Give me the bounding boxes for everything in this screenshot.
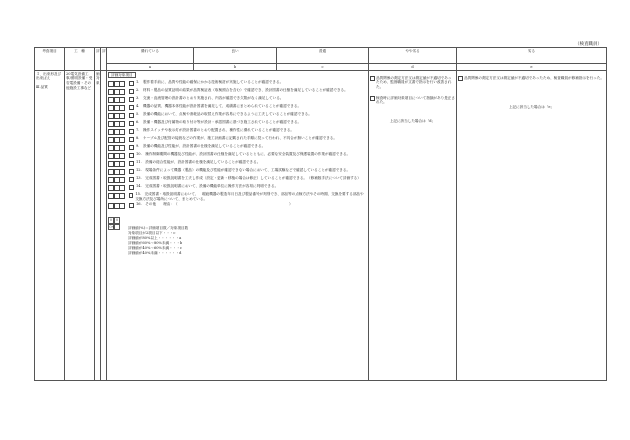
criteria-item <box>108 128 367 135</box>
header-grade-e: e <box>457 64 607 71</box>
criteria-checkbox[interactable] <box>119 97 125 103</box>
criteria-checkbox-group[interactable] <box>108 112 128 119</box>
criteria-text: 9. 設備の機能及び性能が、設計図書の仕様を満足していることが確認できる。 <box>136 144 266 149</box>
criteria-check[interactable] <box>129 185 134 190</box>
category-sub: Ⅲ.品質 <box>36 84 48 89</box>
criteria-checkbox-group[interactable] <box>108 136 128 143</box>
criteria-check[interactable] <box>129 81 134 86</box>
criteria-checkbox-group[interactable] <box>108 160 128 167</box>
criteria-text: 12. 現場条件によって機器（製品）の機能及び性能が確認できない場合において、工場試験などで確認していることが確認できる。 <box>136 168 351 173</box>
criteria-checkbox-group[interactable] <box>108 128 128 135</box>
grade-d-item: 品質関係の測定方法又は測定値が不適切であったため、監督職員が文書で指示を行い改善された。 <box>370 76 455 90</box>
summary-line: 評価値が80%以上・・・・・・a <box>128 235 182 240</box>
criteria-item <box>108 144 367 151</box>
criteria-checkbox[interactable] <box>119 89 125 95</box>
summary-count-0: ０ <box>109 218 113 223</box>
criteria-check[interactable] <box>129 113 134 118</box>
criteria-text: 16. その他 理由：（ ） <box>136 202 293 207</box>
criteria-text: 8. ケーブル及び配管の接続などの作業が、施工計画書に記載された手順に従って行われ、不具合が無いことが確認できる。 <box>136 136 337 141</box>
criteria-check[interactable] <box>129 203 134 208</box>
criteria-checkbox[interactable] <box>119 105 125 111</box>
criteria-item <box>108 88 367 95</box>
summary-count-1: ０ <box>115 218 119 223</box>
criteria-item <box>108 80 367 87</box>
criteria-check[interactable] <box>129 97 134 102</box>
criteria-checkbox-group[interactable] <box>108 176 128 183</box>
criteria-checkbox[interactable] <box>119 121 125 127</box>
header-grade-e-title: 劣る <box>457 48 607 64</box>
criteria-text: 11. 設備の総合性能が、設計図書の仕様を満足していることが確認できる。 <box>136 160 261 165</box>
header-grade-d: d <box>369 64 457 71</box>
criteria-check[interactable] <box>129 193 133 198</box>
criteria-item <box>108 152 367 159</box>
header-grade-d-title: やや劣る <box>369 48 457 64</box>
criteria-check[interactable] <box>129 105 134 110</box>
grade-e-item: 品質関係の測定方法又は測定値が不適切であったため、検査職員が修補指示を行った。 <box>458 76 605 81</box>
top-note: （検査職員） <box>575 42 602 47</box>
criteria-check[interactable] <box>129 121 134 126</box>
criteria-checkbox[interactable] <box>119 81 125 87</box>
eval-mark-1: 対 <box>96 76 100 81</box>
criteria-item <box>108 192 367 201</box>
criteria-text: 7. 操作スイッチや表示灯が設計図書のとおり配置され、操作性に優れていることが確認できる。 <box>136 128 295 133</box>
criteria-text: 15. 完成図書・取扱説明書において、 瑕疵機器の製造年月日及び製品番号が判別でき、部品等の点検方法やその時期、交換を要する部品や交換方法及び場所について、まとめている。 <box>135 192 364 201</box>
criteria-text: 4. 機器の品質、機器本体性能が設計図書を満足して、成績書にまとめられていることが確認できる。 <box>136 104 302 109</box>
header-grade-a: a <box>107 64 194 71</box>
summary-line: 評価値(%)＝評価項目数／対象項目数 <box>128 225 189 230</box>
criteria-check[interactable] <box>129 137 134 142</box>
criteria-checkbox-group[interactable] <box>108 80 128 87</box>
category-cell <box>35 71 65 381</box>
criteria-checkbox-group[interactable] <box>108 202 128 209</box>
criteria-check[interactable] <box>129 89 134 94</box>
header-eval2: 評 <box>101 48 107 71</box>
criteria-checkbox-group[interactable] <box>108 184 128 191</box>
criteria-checkbox[interactable] <box>119 145 125 151</box>
header-grade-c: c <box>277 64 369 71</box>
summary-lines <box>128 225 188 256</box>
eval-items-label: 評価対象項目 <box>108 72 136 79</box>
criteria-checkbox-group[interactable] <box>108 152 128 159</box>
criteria-item <box>108 104 367 111</box>
criteria-checkbox[interactable] <box>119 185 125 191</box>
header-grade-b-title: 良い <box>194 48 277 64</box>
criteria-checkbox-group[interactable] <box>108 168 128 175</box>
criteria-checkbox-group[interactable] <box>108 192 128 199</box>
criteria-item <box>108 168 367 175</box>
criteria-checkbox[interactable] <box>119 129 125 135</box>
criteria-item <box>108 176 367 183</box>
criteria-cell <box>107 71 369 381</box>
criteria-list <box>108 80 367 209</box>
criteria-item <box>108 96 367 103</box>
criteria-item <box>108 160 367 167</box>
grade-e-footer: 上記に該当した場合は「e」 <box>508 104 555 109</box>
criteria-checkbox-group[interactable] <box>108 120 128 127</box>
eval-mark-0: 価 <box>96 71 100 76</box>
criteria-text: 13. 完成図書・取扱説明書を工夫し作成（設定・更新・移植の場合は修正）していることが確認できる。（修補版手法について評価する） <box>136 176 361 181</box>
criteria-text: 10. 操作制御期間の機器及び性能が、設計図書の仕様を満足しているとともに、必要な安全装置及び保護装置の作業が確認できる。 <box>136 152 351 157</box>
criteria-check[interactable] <box>129 145 134 150</box>
criteria-item <box>108 184 367 191</box>
criteria-check[interactable] <box>129 169 134 174</box>
criteria-checkbox[interactable] <box>119 161 125 167</box>
worktype-cell: 20電気設備工事/照明設備・受変電設備・その他施設工事など <box>65 71 95 381</box>
summary-line: 評価値が60%～80%未満・・・b <box>128 240 183 245</box>
criteria-item <box>108 120 367 127</box>
grade-d-item: 検査時に評価対象項目について指摘があり是正された。 <box>370 96 455 105</box>
grade-e-cell <box>457 71 607 381</box>
header-grade-c-title: 普通 <box>277 48 369 64</box>
header-worktype: 工 種 <box>65 48 95 71</box>
criteria-text: 1. 製作着手前に、品質や性能の確保にかかる技術検討が実施していることが確認できる。 <box>136 80 284 85</box>
criteria-checkbox[interactable] <box>119 113 125 119</box>
grade-d-cell <box>369 71 457 381</box>
summary-block <box>108 217 367 256</box>
criteria-item <box>108 202 367 209</box>
criteria-checkbox[interactable] <box>119 137 125 143</box>
criteria-checkbox[interactable] <box>119 193 125 199</box>
summary-line: 対象項目が2項目以下・・・c <box>128 230 176 235</box>
criteria-checkbox-group[interactable] <box>108 96 128 103</box>
criteria-checkbox-group[interactable] <box>108 104 128 111</box>
criteria-check[interactable] <box>129 177 134 182</box>
criteria-text: 14. 完成図書・取扱説明書において、設備の機能単位に操作方法が容易に判明できる。 <box>136 184 279 189</box>
summary-count-grid <box>108 217 120 230</box>
criteria-checkbox[interactable] <box>119 169 125 175</box>
criteria-check[interactable] <box>129 161 134 166</box>
criteria-text: 6. 設備・機器及び付属物の取り付け等が設計・承認図書に基づき施工されていることが確認できる。 <box>136 120 302 125</box>
header-grade-a-title: 優れている <box>107 48 194 64</box>
summary-percent: ０% <box>109 224 115 229</box>
criteria-checkbox-group[interactable] <box>108 144 128 151</box>
grade-d-footer: 上記に該当した場合は「d」 <box>389 118 436 123</box>
criteria-check[interactable] <box>129 153 134 158</box>
category-text: ３．出来形及び出来ばえ <box>36 71 62 81</box>
header-category: 考査項目 <box>35 48 65 71</box>
criteria-text: 2. 材料・製品の品質証明の結果が品質検証表（取検照合を含む）で確認でき、設計図書の仕様を満足していることが確認できる。 <box>136 88 348 93</box>
criteria-checkbox[interactable] <box>119 177 125 183</box>
eval-mark-2: 象 <box>96 80 100 85</box>
summary-line: 評価値が40%未満・・・・・・d <box>128 251 182 256</box>
header-eval1: 評 <box>95 48 101 71</box>
criteria-checkbox-group[interactable] <box>108 88 128 95</box>
criteria-item <box>108 136 367 143</box>
criteria-check[interactable] <box>129 129 134 134</box>
criteria-item <box>108 112 367 119</box>
summary-line: 評価値が40%～60%未満・・・c <box>128 246 182 251</box>
criteria-checkbox[interactable] <box>119 153 125 159</box>
criteria-text: 3. 交流・直流管理の設計書のとおり実施され、内容が確認でき欠陥がなく満足している。 <box>136 96 284 101</box>
evaluation-table <box>34 47 607 381</box>
criteria-checkbox[interactable] <box>119 203 125 209</box>
criteria-text: 5. 設備の機能において、点検や消耗品の取替え作業が容易にできるように工夫していることが確認できる。 <box>136 112 312 117</box>
header-grade-b: b <box>194 64 277 71</box>
